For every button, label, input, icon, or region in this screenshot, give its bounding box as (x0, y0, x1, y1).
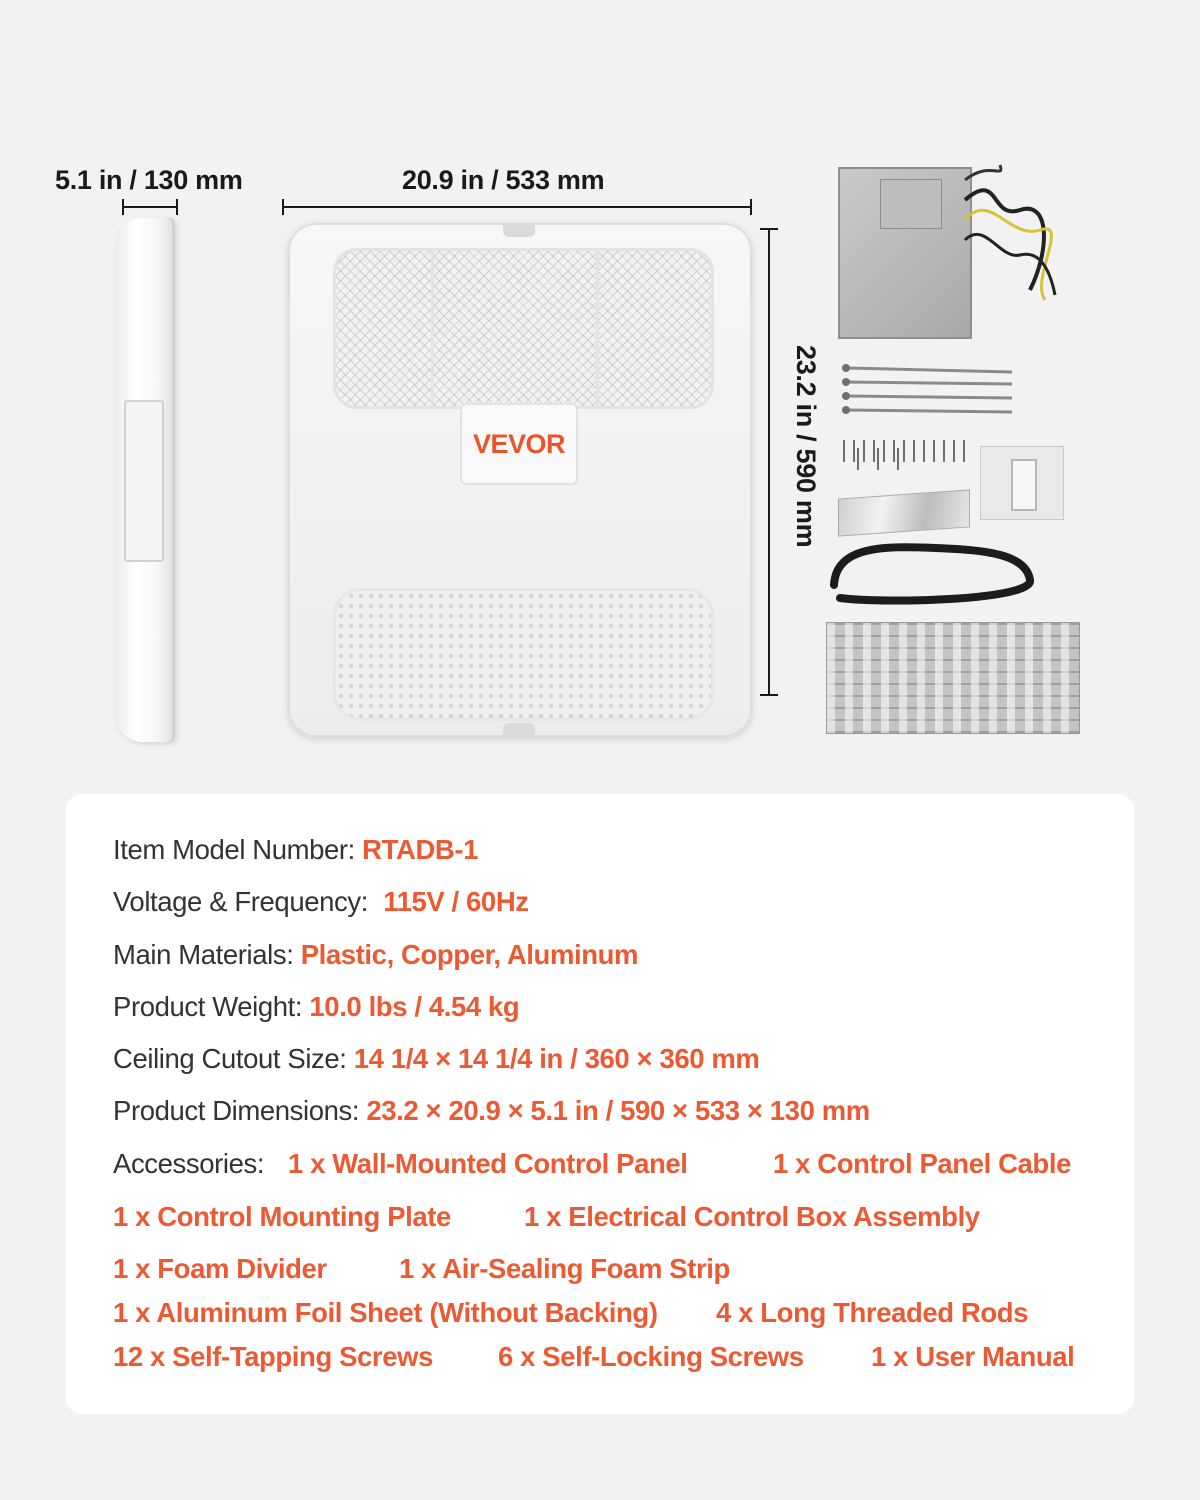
aluminum-foil-sheet-image (826, 622, 1080, 734)
unit-front-view (288, 223, 752, 737)
accessory-item: 1 x User Manual (871, 1341, 1075, 1372)
spec-voltage (113, 886, 529, 918)
spec-value: 23.2 × 20.9 × 5.1 in / 590 × 533 × 130 mm (366, 1095, 870, 1126)
accessory-item: 12 x Self-Tapping Screws (113, 1341, 433, 1372)
threaded-rods-image (840, 362, 1020, 422)
accessory-item: 1 x Foam Divider (113, 1253, 327, 1284)
spec-label: Voltage & Frequency: (113, 886, 368, 917)
spec-cutout-size (113, 1043, 759, 1075)
spec-weight (113, 991, 519, 1023)
bottom-outlet-grille (333, 588, 714, 721)
foam-divider-image (838, 489, 970, 536)
spec-label: Main Materials: (113, 939, 294, 970)
control-box-cables-image (960, 160, 1060, 310)
accessory-item: 1 x Aluminum Foil Sheet (Without Backing) (113, 1297, 658, 1328)
width-dimension-tick-right (750, 199, 752, 215)
spec-value: 115V / 60Hz (383, 886, 529, 917)
side-slot (124, 400, 164, 562)
top-intake-grille (333, 248, 714, 409)
control-mounting-plate-image (980, 446, 1064, 520)
width-dimension-tick-left (282, 199, 284, 215)
control-box-plate (880, 179, 942, 229)
depth-dimension-tick-left (122, 199, 124, 215)
spec-accessories (113, 1148, 264, 1180)
electrical-control-box-image (838, 167, 972, 339)
mounting-plate-cutout (1011, 459, 1037, 511)
grille-divider-left (431, 251, 434, 406)
height-dimension-tick-top (760, 228, 778, 230)
accessory-item: 1 x Electrical Control Box Assembly (524, 1201, 980, 1232)
spec-value: 10.0 lbs / 4.54 kg (309, 991, 520, 1022)
depth-dimension-line (122, 206, 178, 208)
specs-card (66, 794, 1134, 1414)
accessory-item: 6 x Self-Locking Screws (498, 1341, 804, 1372)
spec-label: Product Weight: (113, 991, 303, 1022)
accessory-item: 1 x Control Mounting Plate (113, 1201, 451, 1232)
spec-label: Accessories: (113, 1148, 265, 1179)
unit-side-view (115, 218, 175, 742)
width-dimension-line (282, 206, 752, 208)
height-dimension-label: 23.2 in / 590 mm (791, 345, 821, 548)
depth-dimension-tick-right (176, 199, 178, 215)
top-tab (503, 223, 535, 237)
depth-dimension-label: 5.1 in / 130 mm (55, 165, 243, 195)
height-dimension-line (768, 228, 770, 696)
accessory-item: 4 x Long Threaded Rods (716, 1297, 1029, 1328)
bottom-tab (503, 723, 535, 737)
foam-strip-image (826, 540, 1038, 610)
spec-dimensions (113, 1095, 870, 1127)
spec-value: 14 1/4 × 14 1/4 in / 360 × 360 mm (353, 1043, 760, 1074)
height-dimension-tick-bottom (760, 694, 778, 696)
spec-value: RTADB-1 (362, 834, 479, 865)
brand-badge (460, 403, 578, 485)
accessory-item: 1 x Wall-Mounted Control Panel (288, 1148, 688, 1179)
spec-label: Ceiling Cutout Size: (113, 1043, 347, 1074)
spec-model-number (113, 834, 478, 866)
brand-logo: VEVOR (472, 428, 566, 459)
spec-label: Product Dimensions: (113, 1095, 360, 1126)
spec-value: Plastic, Copper, Aluminum (300, 939, 639, 970)
width-dimension-label: 20.9 in / 533 mm (402, 165, 605, 195)
screws-image (838, 436, 978, 476)
accessory-item: 1 x Air-Sealing Foam Strip (399, 1253, 730, 1284)
spec-materials (113, 939, 638, 971)
spec-label: Item Model Number: (113, 834, 355, 865)
accessory-item: 1 x Control Panel Cable (773, 1148, 1071, 1179)
grille-divider-right (596, 251, 599, 406)
